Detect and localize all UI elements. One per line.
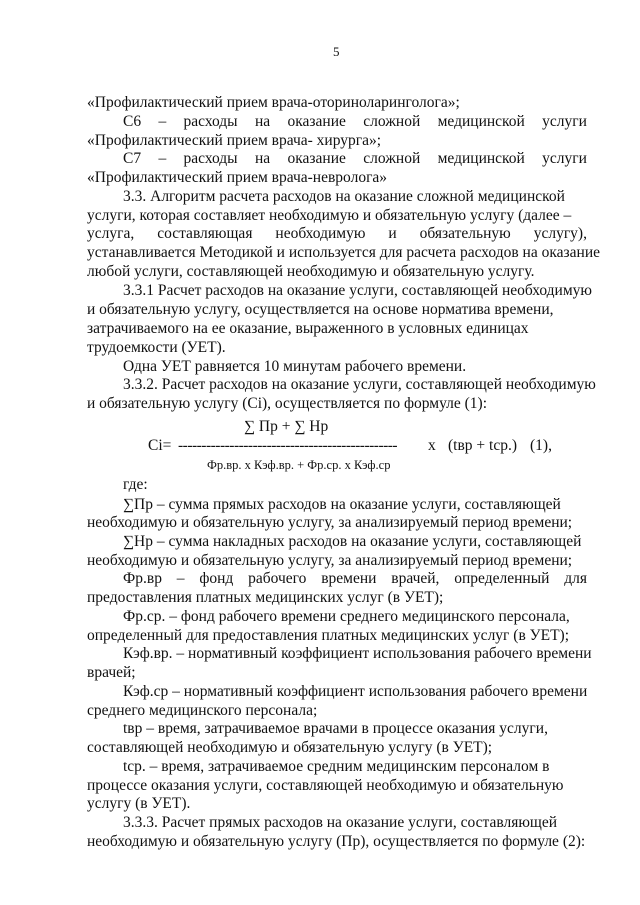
- word: С6: [123, 113, 142, 130]
- word: расходы: [183, 150, 238, 167]
- word: услуги: [542, 113, 587, 130]
- text-line: 3.3. Алгоритм расчета расходов на оказание сложной медицинской: [123, 188, 565, 205]
- justified-line: [123, 150, 587, 168]
- text-line: «Профилактический прием врача- хирурга»;: [87, 132, 382, 149]
- text-line: ∑Нр – сумма накладных расходов на оказание услуги, составляющей: [123, 533, 582, 550]
- text-line: Фр.ср. – фонд рабочего времени среднего медицинского персонала,: [123, 608, 570, 625]
- text-line: необходимую и обязательную услугу, за анализируемый период времени;: [87, 552, 573, 569]
- formula-factor: (tвр + tср.): [448, 437, 518, 454]
- word: оказание: [287, 113, 346, 130]
- word: оказание: [287, 150, 346, 167]
- word: необходимую: [275, 225, 366, 242]
- text-line: «Профилактический прием врача-невролога»: [87, 169, 388, 186]
- text-line: 3.3.1 Расчет расходов на оказание услуги, составляющей необходимую: [123, 282, 592, 299]
- text-line: трудоемкости (УЕТ).: [87, 339, 226, 356]
- text-line: затрачиваемого на ее оказание, выраженного в условных единицах: [87, 320, 529, 337]
- word: услуги: [542, 150, 587, 167]
- text-line: услугу (в УЕТ).: [87, 795, 191, 812]
- text-line: врачей;: [87, 664, 136, 681]
- word: услуга,: [87, 225, 135, 242]
- word: времени: [321, 570, 377, 587]
- word: обязательную: [419, 225, 511, 242]
- text-line: процессе оказания услуги, составляющей необходимую и обязательную: [87, 777, 564, 794]
- word: расходы: [183, 113, 238, 130]
- text-line: определенный для предоставления платных медицинских услуг (в УЕТ);: [87, 627, 570, 644]
- word: –: [176, 570, 185, 587]
- word: услугу),: [533, 225, 587, 242]
- text-line: где:: [123, 476, 148, 493]
- word: медицинской: [437, 150, 525, 167]
- word: для: [564, 570, 587, 587]
- text-line: tвр – время, затрачиваемое врачами в процессе оказания услуги,: [123, 720, 548, 737]
- word: врачей,: [391, 570, 440, 587]
- text-line: предоставления платных медицинских услуг (в УЕТ);: [87, 589, 444, 606]
- word: медицинской: [437, 113, 525, 130]
- text-line: «Профилактический прием врача-оториноларинголога»;: [87, 94, 460, 111]
- word: составляющая: [157, 225, 253, 242]
- formula-number: (1),: [530, 437, 552, 454]
- text-line: 3.3.3. Расчет прямых расходов на оказание услуги, составляющей: [123, 814, 558, 831]
- word: на: [254, 150, 271, 167]
- justified-line: [87, 225, 587, 243]
- text-line: среднего медицинского персонала;: [87, 702, 318, 719]
- formula-multiply: х: [428, 437, 436, 454]
- word: Фр.вр: [123, 570, 162, 587]
- justified-line: [123, 113, 587, 131]
- text-line: 3.3.2. Расчет расходов на оказание услуги, составляющей необходимую: [123, 376, 596, 393]
- justified-line: [123, 570, 587, 588]
- word: –: [158, 113, 167, 130]
- text-line: услуги, которая составляет необходимую и обязательную услугу (далее –: [87, 207, 572, 224]
- formula-lhs: Сi=: [148, 437, 172, 454]
- text-line: ∑Пр – сумма прямых расходов на оказание услуги, составляющей: [123, 496, 561, 513]
- word: сложной: [363, 150, 421, 167]
- word: рабочего: [248, 570, 307, 587]
- page-number: 5: [333, 44, 340, 59]
- text-line: составляющей необходимую и обязательную услугу (в УЕТ);: [87, 739, 493, 756]
- word: и: [388, 225, 397, 242]
- formula-fraction-line: -----------------------------------------------: [178, 437, 398, 454]
- word: на: [254, 113, 271, 130]
- word: фонд: [199, 570, 234, 587]
- formula-denominator: Фр.вр. х Кэф.вр. + Фр.ср. х Кэф.ср: [207, 458, 391, 472]
- word: сложной: [363, 113, 421, 130]
- text-line: Кэф.вр. – нормативный коэффициент использования рабочего времени: [123, 645, 592, 662]
- text-line: необходимую и обязательную услугу (Пр), осуществляется по формуле (2):: [87, 833, 586, 850]
- word: определенный: [454, 570, 550, 587]
- text-line: необходимую и обязательную услугу, за анализируемый период времени;: [87, 514, 573, 531]
- word: С7: [123, 150, 142, 167]
- text-line: любой услуги, составляющей необходимую и обязательную услугу.: [87, 263, 535, 280]
- formula-numerator: ∑ Пр + ∑ Нр: [244, 418, 329, 435]
- text-line: Одна УЕТ равняется 10 минутам рабочего времени.: [123, 358, 467, 375]
- text-line: и обязательную услугу, осуществляется на основе норматива времени,: [87, 301, 554, 318]
- text-line: tср. – время, затрачиваемое средним медицинским персоналом в: [123, 758, 550, 775]
- text-line: Кэф.ср – нормативный коэффициент использования рабочего времени: [123, 683, 588, 700]
- text-line: устанавливается Методикой и используется для расчета расходов на оказание: [87, 244, 601, 261]
- word: –: [158, 150, 167, 167]
- text-line: и обязательную услугу (Сi), осуществляется по формуле (1):: [87, 395, 488, 412]
